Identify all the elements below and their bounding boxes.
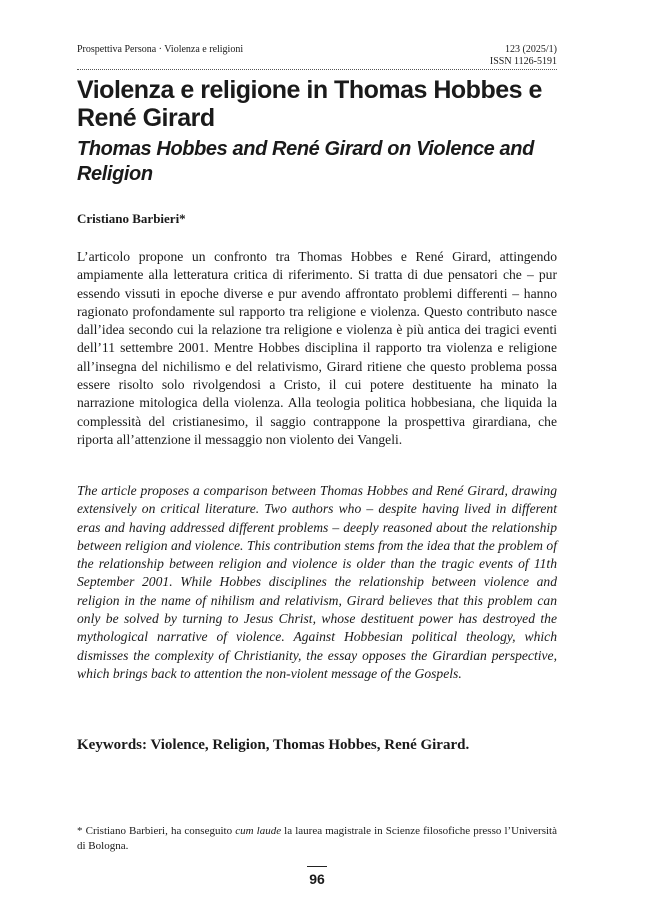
page-number: 96 [309, 871, 325, 887]
footnote-text-end: la laurea magistrale in Scienze filosofiche presso l’Università di Bologna. [77, 825, 557, 852]
abstract-italian: L’articolo propone un confronto tra Thomas Hobbes e René Girard, attingendo ampiamente alla letteratura critica di riferimento. Si tratta di due pensatori che – pur essendo vissuti in epoche diverse e pur avendo affrontato problemi differenti – hanno ragionato profondamente sul rapporto tra religione e violenza. Questo contributo nasce dall’idea secondo cui la relazione tra religione e violenza è più antica dei tragici eventi dell’11 settembre 2001. Mentre Hobbes disciplina il rapporto tra violenza e religione all’insegna del nichilismo e del relativismo, Girard ritiene che questo problema possa essere risolto solo rivolgendosi a Cristo, il cui potere destituente ha minato la narrazione mitologica della violenza. Alla teologia politica hobbesiana, che liquida la complessità del cristianesimo, il saggio contrappone la prospettiva girardiana, che riporta all’attenzione il messaggio non violento dei Vangeli. [77, 249, 557, 447]
journal-section-label: Prospettiva Persona · Violenza e religioni [77, 44, 244, 55]
abstract-english: The article proposes a comparison between Thomas Hobbes and René Girard, drawing extensively on critical literature. Two authors who – despite having lived in different eras and having addressed different problems – deeply reasoned about the relationship between religion and violence. This contribution stems from the idea that the problem of the relationship between religion and violence is older than the tragic events of 11th September 2001. While Hobbes disciplines the relationship between violence and religion in the name of nihilism and relativism, Girard believes that this problem can only be solved by turning to Jesus Christ, whose destituent power has destroyed the mythological narrative of violence. Against Hobbesian political theology, which dismisses the complexity of Christianity, the essay opposes the Girardian perspective, which brings back to attention the non-violent message of the Gospels. [77, 483, 557, 681]
issue-number: 123 (2025/1) [505, 44, 557, 55]
journal-page [77, 0, 557, 917]
author-footnote [77, 824, 557, 854]
footnote-emphasis: cum laude [235, 825, 282, 837]
author-name: Cristiano Barbieri* [77, 211, 186, 226]
keywords: Keywords: Violence, Religion, Thomas Hobbes, René Girard. [77, 737, 470, 753]
footnote-text-start: * Cristiano Barbieri, ha conseguito [77, 825, 236, 837]
page-number-rule [307, 866, 327, 867]
article-title-english: Thomas Hobbes and René Girard on Violence and Religion [77, 138, 534, 185]
issue-info [490, 44, 557, 68]
article-title: Violenza e religione in Thomas Hobbes e René Girard [77, 76, 542, 132]
header-divider [77, 69, 557, 70]
issn: ISSN 1126-5191 [489, 56, 557, 67]
